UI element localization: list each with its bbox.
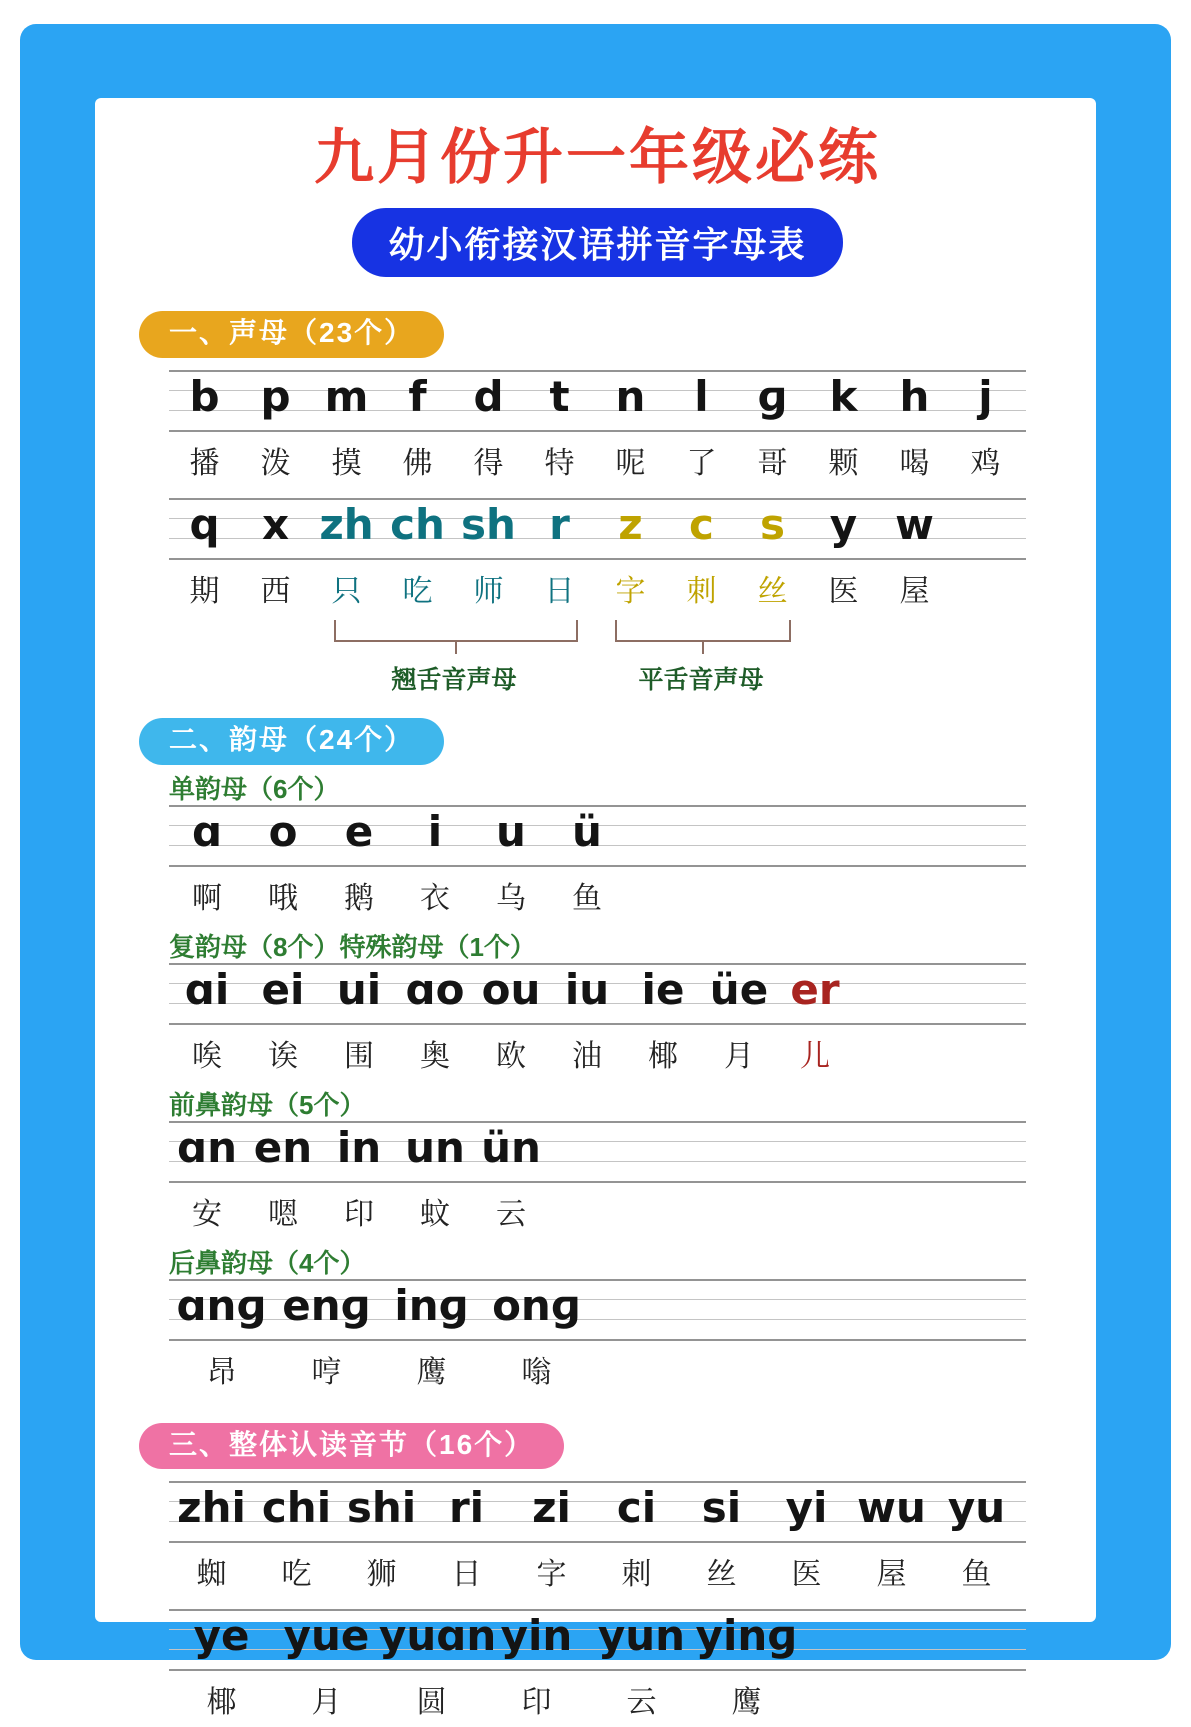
pinyin-letter: inɡ — [394, 1280, 469, 1330]
hanzi-character: 屋 — [899, 574, 930, 608]
pinyin-letter: o — [268, 806, 298, 856]
worksheet-page — [95, 98, 1096, 1720]
hanzi-character: 特 — [544, 446, 575, 480]
compound-finals-letter-row — [169, 963, 1026, 1025]
hanzi-character: 云 — [496, 1197, 526, 1231]
hanzi-character: 鹅 — [344, 881, 374, 915]
pinyin-syllable: yun — [597, 1611, 686, 1661]
hanzi-character: 日 — [544, 574, 575, 608]
section-3-heading-pill: 三、整体认读音节（16个） — [139, 1423, 564, 1470]
pinyin-letter: j — [978, 371, 993, 421]
pinyin-letter: enɡ — [282, 1280, 371, 1330]
hanzi-character: 印 — [521, 1686, 552, 1720]
hanzi-character: 月 — [724, 1039, 754, 1073]
hanzi-character: 蜘 — [196, 1558, 227, 1592]
back-nasal-character-row — [169, 1341, 1026, 1397]
hanzi-character: 颗 — [828, 446, 859, 480]
pinyin-letter: u — [496, 806, 526, 856]
pinyin-letter: y — [829, 499, 858, 549]
pinyin-letter: ün — [481, 1122, 541, 1172]
pinyin-letter: ɑn — [177, 1122, 237, 1172]
hanzi-character: 医 — [828, 574, 859, 608]
hanzi-character: 哦 — [268, 881, 298, 915]
pinyin-letter: r — [549, 499, 570, 549]
pinyin-letter: ɑ — [191, 806, 223, 856]
whole-syllables-letter-row-2 — [169, 1609, 1026, 1671]
hanzi-character: 刺 — [686, 574, 717, 608]
pinyin-letter: in — [336, 1122, 382, 1172]
hanzi-character: 印 — [344, 1197, 374, 1231]
hanzi-character: 得 — [473, 446, 504, 480]
hanzi-character: 屋 — [876, 1558, 907, 1592]
pinyin-letter: onɡ — [492, 1280, 581, 1330]
hanzi-character: 期 — [189, 574, 220, 608]
hanzi-character: 安 — [192, 1197, 222, 1231]
group-label-compound-finals: 复韵母（8个）特殊韵母（1个） — [169, 931, 536, 962]
pinyin-syllable: yinɡ — [695, 1611, 798, 1661]
pinyin-letter: ui — [336, 964, 382, 1014]
pinyin-letter: c — [689, 499, 714, 549]
front-nasal-letter-row — [169, 1121, 1026, 1183]
hanzi-character: 鱼 — [961, 1558, 992, 1592]
retroflex-label: 翘舌音声母 — [391, 665, 517, 694]
hanzi-character: 鱼 — [572, 881, 602, 915]
hanzi-character: 儿 — [800, 1039, 830, 1073]
pinyin-letter: ch — [390, 499, 445, 549]
retroflex-bracket — [334, 620, 578, 642]
group-label-front-nasal-finals: 前鼻韵母（5个） — [169, 1089, 366, 1120]
flat-tongue-label: 平舌音声母 — [638, 665, 764, 694]
hanzi-character: 鹰 — [731, 1686, 762, 1720]
group-label-simple-finals: 单韵母（6个） — [169, 773, 340, 804]
hanzi-character: 刺 — [621, 1558, 652, 1592]
hanzi-character: 哥 — [757, 446, 788, 480]
pinyin-letter: h — [899, 371, 930, 421]
hanzi-character: 医 — [791, 1558, 822, 1592]
pinyin-letter: ɑnɡ — [176, 1280, 267, 1330]
pinyin-letter: un — [405, 1122, 465, 1172]
initials-character-row-1 — [169, 432, 1026, 488]
section-2-heading-pill: 二、韵母（24个） — [139, 718, 444, 765]
hanzi-character: 鸡 — [970, 446, 1001, 480]
pinyin-letter: ou — [481, 964, 541, 1014]
hanzi-character: 丝 — [757, 574, 788, 608]
hanzi-character: 欧 — [496, 1039, 526, 1073]
section-1-heading-pill: 一、声母（23个） — [139, 311, 444, 358]
hanzi-character: 了 — [686, 446, 717, 480]
pinyin-letter: f — [408, 371, 427, 421]
hanzi-character: 昂 — [206, 1355, 237, 1389]
hanzi-character: 喝 — [899, 446, 930, 480]
hanzi-character: 云 — [626, 1686, 657, 1720]
pinyin-letter: er — [790, 964, 840, 1014]
pinyin-letter: ei — [261, 964, 305, 1014]
hanzi-character: 字 — [615, 574, 646, 608]
hanzi-character: 椰 — [648, 1039, 678, 1073]
hanzi-character: 师 — [473, 574, 504, 608]
pinyin-letter: ü — [572, 806, 602, 856]
pinyin-syllable: yuɑn — [379, 1611, 497, 1661]
pinyin-letter: b — [189, 371, 220, 421]
hanzi-character: 哼 — [311, 1355, 342, 1389]
pinyin-syllable: wu — [857, 1483, 926, 1533]
pinyin-syllable: chi — [261, 1483, 332, 1533]
whole-syllables-character-row-1 — [169, 1543, 1026, 1599]
worksheet-content — [95, 98, 1096, 1727]
hanzi-character: 泼 — [260, 446, 291, 480]
pinyin-syllable: ci — [616, 1483, 657, 1533]
initials-letter-row-1 — [169, 370, 1026, 432]
hanzi-character: 鹰 — [416, 1355, 447, 1389]
whole-syllables-letter-row-1 — [169, 1481, 1026, 1543]
pinyin-syllable: si — [701, 1483, 742, 1533]
hanzi-character: 丝 — [706, 1558, 737, 1592]
whole-syllables-character-row-2 — [169, 1671, 1026, 1727]
hanzi-character: 衣 — [420, 881, 450, 915]
hanzi-character: 月 — [311, 1686, 342, 1720]
initials-letter-row-2 — [169, 498, 1026, 560]
pinyin-letter: q — [189, 499, 220, 549]
pinyin-letter: d — [473, 371, 504, 421]
hanzi-character: 诶 — [268, 1039, 298, 1073]
hanzi-character: 围 — [344, 1039, 374, 1073]
hanzi-character: 摸 — [331, 446, 362, 480]
hanzi-character: 日 — [451, 1558, 482, 1592]
pinyin-letter: s — [760, 499, 785, 549]
pinyin-letter: ɡ — [757, 371, 788, 421]
front-nasal-character-row — [169, 1183, 1026, 1239]
pinyin-letter: p — [260, 371, 291, 421]
hanzi-character: 只 — [331, 574, 362, 608]
hanzi-character: 乌 — [496, 881, 526, 915]
initials-character-row-2 — [169, 560, 1026, 616]
hanzi-character: 西 — [260, 574, 291, 608]
hanzi-character: 啊 — [192, 881, 222, 915]
pinyin-letter: iu — [564, 964, 610, 1014]
main-title: 九月份升一年级必练 — [314, 124, 881, 191]
pinyin-letter: w — [895, 499, 934, 549]
pinyin-letter: m — [324, 371, 369, 421]
pinyin-syllable: zhi — [177, 1483, 246, 1533]
pinyin-syllable: yi — [785, 1483, 828, 1533]
pinyin-letter: n — [615, 371, 646, 421]
simple-finals-character-row — [169, 867, 1026, 923]
pinyin-letter: e — [344, 806, 374, 856]
hanzi-character: 嗡 — [521, 1355, 552, 1389]
pinyin-letter: x — [261, 499, 290, 549]
group-label-back-nasal-finals: 后鼻韵母（4个） — [169, 1247, 366, 1278]
compound-finals-character-row — [169, 1025, 1026, 1081]
pinyin-letter: ɑi — [184, 964, 230, 1014]
hanzi-character: 吃 — [281, 1558, 312, 1592]
pinyin-letter: z — [618, 499, 643, 549]
hanzi-character: 圆 — [416, 1686, 447, 1720]
pinyin-syllable: yue — [283, 1611, 370, 1661]
pinyin-syllable: shi — [346, 1483, 417, 1533]
pinyin-syllable: yin — [500, 1611, 573, 1661]
hanzi-character: 椰 — [206, 1686, 237, 1720]
pinyin-letter: en — [253, 1122, 313, 1172]
pinyin-letter: l — [694, 371, 709, 421]
hanzi-character: 吃 — [402, 574, 433, 608]
hanzi-character: 字 — [536, 1558, 567, 1592]
hanzi-character: 呢 — [615, 446, 646, 480]
pinyin-syllable: ye — [193, 1611, 250, 1661]
hanzi-character: 奥 — [420, 1039, 450, 1073]
flat-tongue-bracket — [615, 620, 791, 642]
pinyin-letter: i — [427, 806, 443, 856]
pinyin-letter: t — [549, 371, 570, 421]
pinyin-letter: üe — [709, 964, 769, 1014]
pinyin-letter: ɑo — [405, 964, 465, 1014]
pinyin-letter: k — [829, 371, 858, 421]
pinyin-syllable: ri — [448, 1483, 485, 1533]
pinyin-letter: sh — [461, 499, 516, 549]
hanzi-character: 油 — [572, 1039, 602, 1073]
hanzi-character: 蚊 — [420, 1197, 450, 1231]
back-nasal-letter-row — [169, 1279, 1026, 1341]
pinyin-syllable: zi — [532, 1483, 571, 1533]
subtitle-pill: 幼小衔接汉语拼音字母表 — [352, 208, 842, 277]
pinyin-letter: zh — [319, 499, 374, 549]
simple-finals-letter-row — [169, 805, 1026, 867]
hanzi-character: 狮 — [366, 1558, 397, 1592]
hanzi-character: 嗯 — [268, 1197, 298, 1231]
pronunciation-bracket-zone — [169, 616, 1026, 696]
hanzi-character: 佛 — [402, 446, 433, 480]
pinyin-letter: ie — [641, 964, 685, 1014]
hanzi-character: 唉 — [192, 1039, 222, 1073]
hanzi-character: 播 — [189, 446, 220, 480]
pinyin-syllable: yu — [947, 1483, 1006, 1533]
